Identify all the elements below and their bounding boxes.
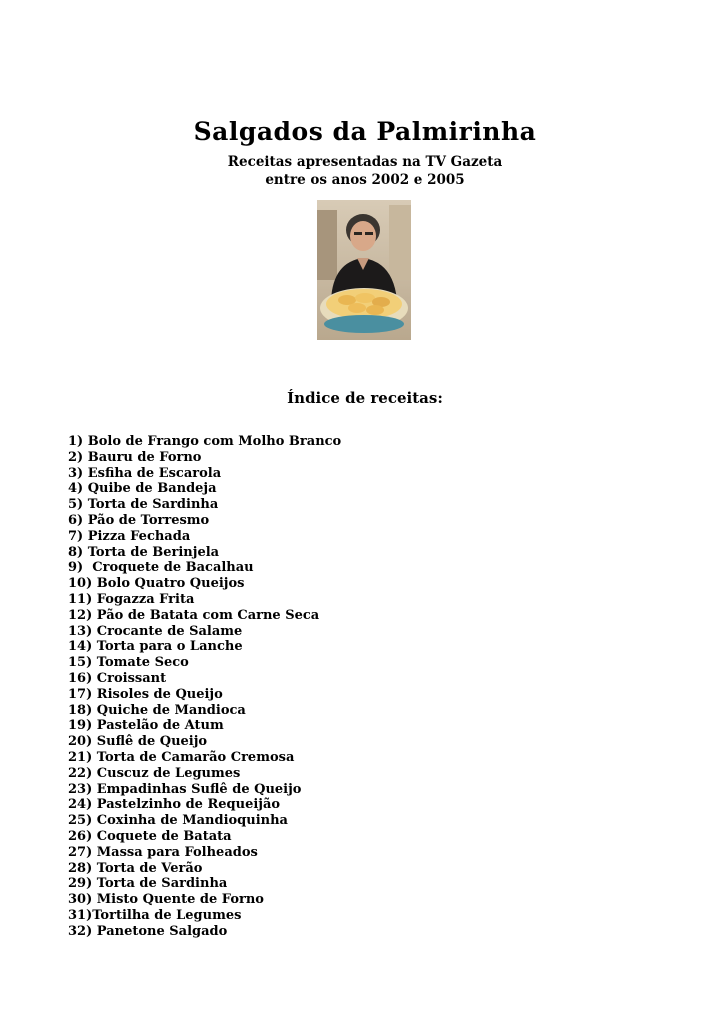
list-item: 27) Massa para Folheados bbox=[68, 844, 258, 860]
list-item: 3) Esfiha de Escarola bbox=[68, 465, 222, 481]
page-title: Salgados da Palmirinha bbox=[193, 117, 537, 146]
list-item: 9) Croquete de Bacalhau bbox=[68, 560, 254, 576]
index-heading: Índice de receitas: bbox=[287, 389, 443, 407]
list-item: 15) Tomate Seco bbox=[68, 655, 189, 671]
list-item: 29) Torta de Sardinha bbox=[68, 876, 228, 892]
list-item: 26) Coquete de Batata bbox=[68, 828, 232, 844]
list-item: 18) Quiche de Mandioca bbox=[68, 702, 246, 718]
list-item: 31)Tortilha de Legumes bbox=[68, 907, 242, 923]
list-item: 28) Torta de Verão bbox=[68, 860, 203, 876]
list-item: 20) Suflê de Queijo bbox=[68, 734, 208, 750]
list-item: 11) Fogazza Frita bbox=[68, 591, 195, 607]
host-photo bbox=[317, 200, 411, 340]
subtitle-line-2: entre os anos 2002 e 2005 bbox=[265, 172, 465, 188]
subtitle-line-1: Receitas apresentadas na TV Gazeta bbox=[227, 154, 503, 170]
recipe-list bbox=[68, 434, 341, 940]
host-photo-image bbox=[317, 200, 411, 340]
list-item: 7) Pizza Fechada bbox=[68, 528, 191, 544]
list-item: 16) Croissant bbox=[68, 670, 167, 686]
list-item: 22) Cuscuz de Legumes bbox=[68, 765, 241, 781]
list-item: 24) Pastelzinho de Requeijão bbox=[68, 797, 281, 813]
list-item: 21) Torta de Camarão Cremosa bbox=[68, 749, 295, 765]
list-item: 23) Empadinhas Suflê de Queijo bbox=[68, 781, 302, 797]
list-item: 8) Torta de Berinjela bbox=[68, 544, 220, 560]
list-item: 12) Pão de Batata com Carne Seca bbox=[68, 607, 320, 623]
list-item: 30) Misto Quente de Forno bbox=[68, 892, 264, 908]
list-item: 6) Pão de Torresmo bbox=[68, 512, 210, 528]
list-item: 32) Panetone Salgado bbox=[68, 923, 228, 939]
list-item: 5) Torta de Sardinha bbox=[68, 497, 219, 513]
list-item: 17) Risoles de Queijo bbox=[68, 686, 223, 702]
list-item: 19) Pastelão de Atum bbox=[68, 718, 224, 734]
list-item: 14) Torta para o Lanche bbox=[68, 639, 243, 655]
list-item: 1) Bolo de Frango com Molho Branco bbox=[68, 434, 342, 449]
list-item: 10) Bolo Quatro Queijos bbox=[68, 576, 245, 592]
list-item: 2) Bauru de Forno bbox=[68, 449, 202, 465]
list-item: 4) Quibe de Bandeja bbox=[68, 481, 217, 497]
list-item: 13) Crocante de Salame bbox=[68, 623, 243, 639]
subtitle bbox=[0, 153, 728, 189]
list-item: 25) Coxinha de Mandioquinha bbox=[68, 813, 288, 829]
